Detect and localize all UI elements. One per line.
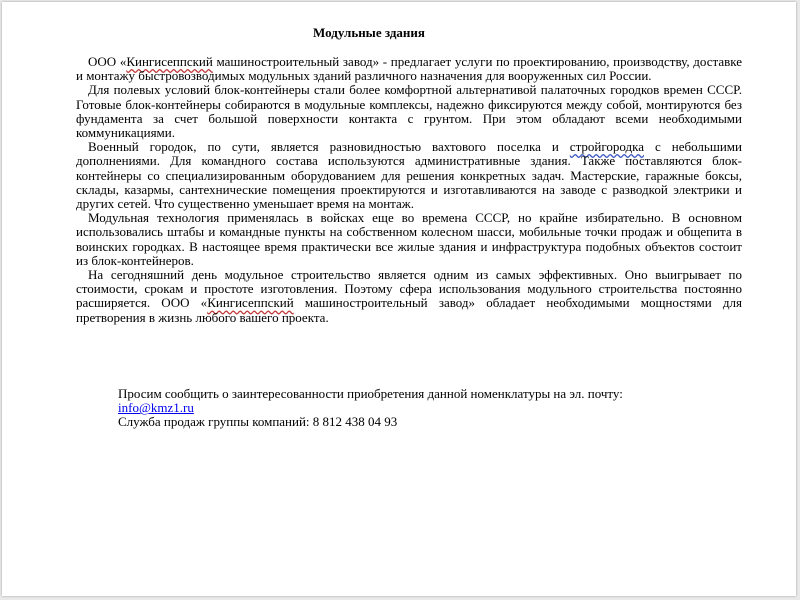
document-page [2,2,796,596]
stroigorodok-spellcheck: стройгородка [569,139,645,155]
paragraph-5-before: На сегодняшний день модульное строительство является одним из самых эффективных. Оно выигрывает по стоимости, срокам и простоте изготовления. Поэтому сфера использования модульного строительства постоянно расширяется. ООО « [76,267,742,311]
company-name-spellcheck-2: Кингисеппский [207,295,294,311]
paragraph-1 [76,55,742,83]
paragraph-1-rest: машиностроительный завод» - предлагает услуги по проектированию, производству, доставке и монтажу быстровозводимых модульных зданий различного назначения для вооруженных сил России. [76,54,742,84]
page-title: Модульные здания [313,25,425,40]
document-body [76,55,742,325]
sales-phone-text: Служба продаж группы компаний: 8 812 438 04 93 [118,414,398,430]
paragraph-1-prefix: ООО « [88,54,127,69]
paragraph-3 [76,140,742,211]
paragraph-3-before: Военный городок, по сути, является разновидностью вахтового поселка и [88,139,570,155]
paragraph-2: Для полевых условий блок-контейнеры стали более комфортной альтернативой палаточных городков времен СССР. Готовые блок-контейнеры собираются в модульные комплексы, надежно фиксируются между собой, монтируются без фундамента за счет большой поверхности контакта с грунтом. При этом обладают всеми необходимыми коммуникациями. [76,82,742,141]
email-link[interactable]: info@kmz1.ru [118,400,194,416]
contact-request-text: Просим сообщить о заинтересованности приобретения данной номенклатуры на эл. почту: [118,386,623,401]
paragraph-5-after: машиностроительный завод» обладает необходимыми мощностями для претворения в жизнь любого вашего проекта. [76,295,742,325]
contact-block [118,387,748,430]
paragraph-3-after: с небольшими дополнениями. Для командного состава используются административные здания. Также поставляются блок-контейнеры со специализированным оборудованием для решения конкретных задач. Мастерские, гаражные боксы, склады, казармы, сантехнические помещения проектируются и изготавливаются на заводе с разводкой электрики и других сетей. Что существенно уменьшает время на монтаж. [76,139,742,212]
company-name-spellcheck: Кингисеппский [126,54,213,69]
paragraph-4: Модульная технология применялась в войсках еще во времена СССР, но крайне избирательно. В основном использовались штабы и командные пункты на собственном колесном шасси, мобильные точки продаж и общепита в воинских городках. В настоящее время практически все жилые здания и инфраструктура подобных объектов состоит из блок-контейнеров. [76,210,742,268]
paragraph-5 [76,268,742,325]
